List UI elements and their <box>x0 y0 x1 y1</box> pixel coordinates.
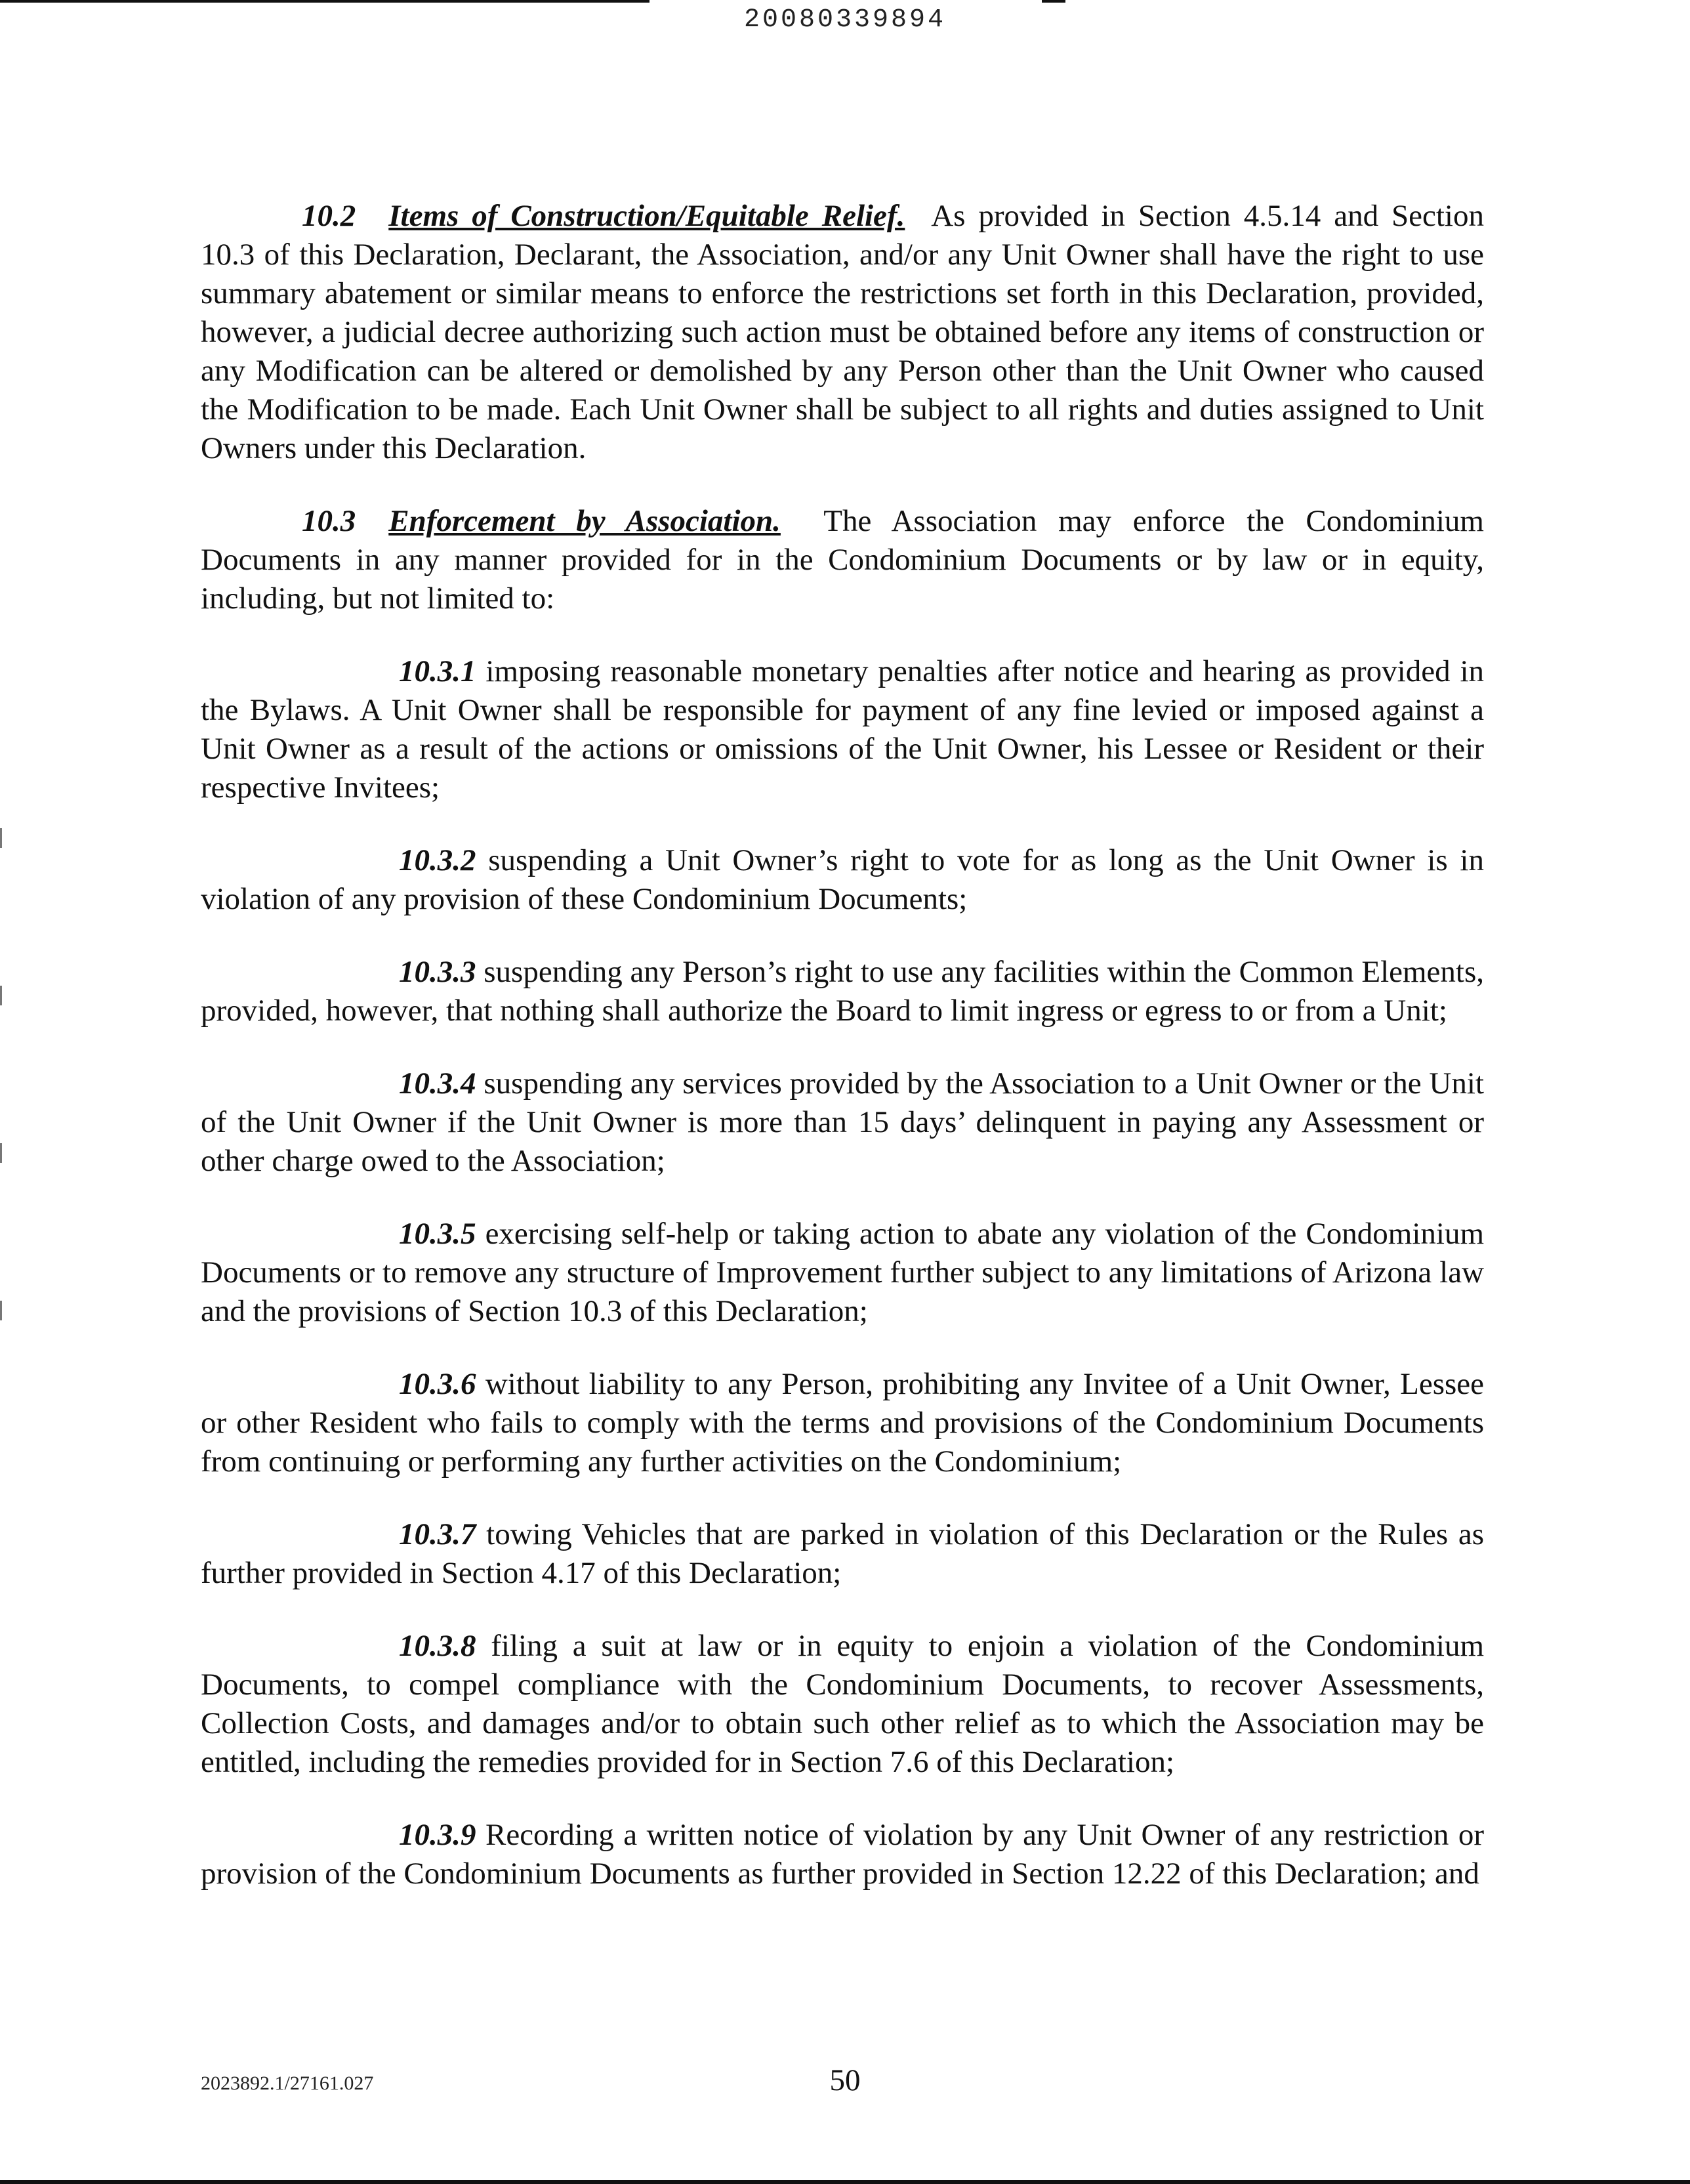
left-margin-mark <box>0 1143 2 1163</box>
subsection-10-3-5 <box>201 1215 1484 1331</box>
subsection-number: 10.3.5 <box>399 1217 476 1251</box>
section-10-2 <box>201 197 1484 468</box>
subsection-number: 10.3.3 <box>399 955 476 989</box>
left-margin-mark <box>0 1301 2 1320</box>
section-number: 10.3 <box>302 504 356 538</box>
subsection-10-3-2 <box>201 841 1484 919</box>
subsection-text: filing a suit at law or in equity to enjoin a violation of the Condominium Documents, to compel compliance with the Condominium Documents, to recover Assessments, Collection Costs, and damages and/or to obtain such other relief as to which the Association may be entitled, including the remedies provided for in Section 7.6 of this Declaration; <box>201 1629 1485 1779</box>
subsection-10-3-8 <box>201 1627 1484 1782</box>
subsection-10-3-6 <box>201 1365 1484 1481</box>
subsection-10-3-3 <box>201 953 1484 1030</box>
left-margin-mark <box>0 828 2 848</box>
subsection-number: 10.3.4 <box>399 1066 476 1101</box>
section-10-3 <box>201 502 1484 618</box>
subsection-number: 10.3.1 <box>399 654 476 688</box>
subsection-text: suspending a Unit Owner’s right to vote for as long as the Unit Owner is in violation of any provision of these Condominium Documents; <box>201 843 1484 916</box>
bottom-border-rule <box>0 2180 1690 2184</box>
subsection-number: 10.3.2 <box>399 843 476 877</box>
section-text: As provided in Section 4.5.14 and Section 10.3 of this Declaration, Declarant, the Association, and/or any Unit Owner shall have the right to use summary abatement or similar means to enforce the restrictions set forth in this Declaration, provided, however, a judicial decree authorizing such action must be obtained before any items of construction or any Modification can be altered or demolished by any Person other than the Unit Owner who caused the Modification to be made. Each Unit Owner shall be subject to all rights and duties assigned to Unit Owners under this Declaration. <box>201 199 1484 465</box>
section-number: 10.2 <box>302 199 356 233</box>
subsection-text: exercising self-help or taking action to abate any violation of the Condominium Documents or to remove any structure of Improvement further subject to any limitations of Arizona law and the provisions of Section 10.3 of this Declaration; <box>201 1217 1485 1328</box>
subsection-text: without liability to any Person, prohibiting any Invitee of a Unit Owner, Lessee or other Resident who fails to comply with the terms and provisions of the Condominium Documents from continuing or performing any further activities on the Condominium; <box>201 1367 1484 1479</box>
section-text: The Association may enforce the Condominium Documents in any manner provided for in the Condominium Documents or by law or in equity, including, but not limited to: <box>201 504 1484 616</box>
top-border-rule <box>0 0 649 3</box>
subsection-text: suspending any services provided by the Association to a Unit Owner or the Unit of the Unit Owner if the Unit Owner is more than 15 days’ delinquent in paying any Assessment or other charge owed to the Association; <box>201 1066 1484 1178</box>
left-margin-mark <box>0 986 2 1005</box>
subsection-10-3-7 <box>201 1515 1484 1593</box>
subsection-10-3-1 <box>201 652 1484 807</box>
subsection-text: suspending any Person’s right to use any facilities within the Common Elements, provided, however, that nothing shall authorize the Board to limit ingress or egress to or from a Unit; <box>201 955 1485 1028</box>
section-heading: Items of Construction/Equitable Relief. <box>388 199 905 233</box>
recording-number: 20080339894 <box>743 5 947 35</box>
subsection-number: 10.3.8 <box>399 1629 476 1663</box>
subsection-text: imposing reasonable monetary penalties after notice and hearing as provided in the Bylaws. A Unit Owner shall be responsible for payment of any fine levied or imposed against a Unit Owner as a result of the actions or omissions of the Unit Owner, his Lessee or Resident or their respective Invitees; <box>201 654 1485 805</box>
page-number: 50 <box>829 2063 861 2097</box>
subsection-number: 10.3.7 <box>399 1517 476 1551</box>
footer-document-id: 2023892.1/27161.027 <box>201 2072 374 2094</box>
section-heading: Enforcement by Association. <box>388 504 781 538</box>
top-scan-mark <box>1042 0 1065 3</box>
subsection-10-3-4 <box>201 1064 1484 1181</box>
document-body <box>201 197 1484 1927</box>
subsection-text: towing Vehicles that are parked in violation of this Declaration or the Rules as further provided in Section 4.17 of this Declaration; <box>201 1517 1484 1590</box>
subsection-10-3-9 <box>201 1816 1484 1893</box>
subsection-number: 10.3.9 <box>399 1818 476 1852</box>
subsection-number: 10.3.6 <box>399 1367 476 1401</box>
subsection-text: Recording a written notice of violation by any Unit Owner of any restriction or provision of the Condominium Documents as further provided in Section 12.22 of this Declaration; and <box>201 1818 1484 1891</box>
